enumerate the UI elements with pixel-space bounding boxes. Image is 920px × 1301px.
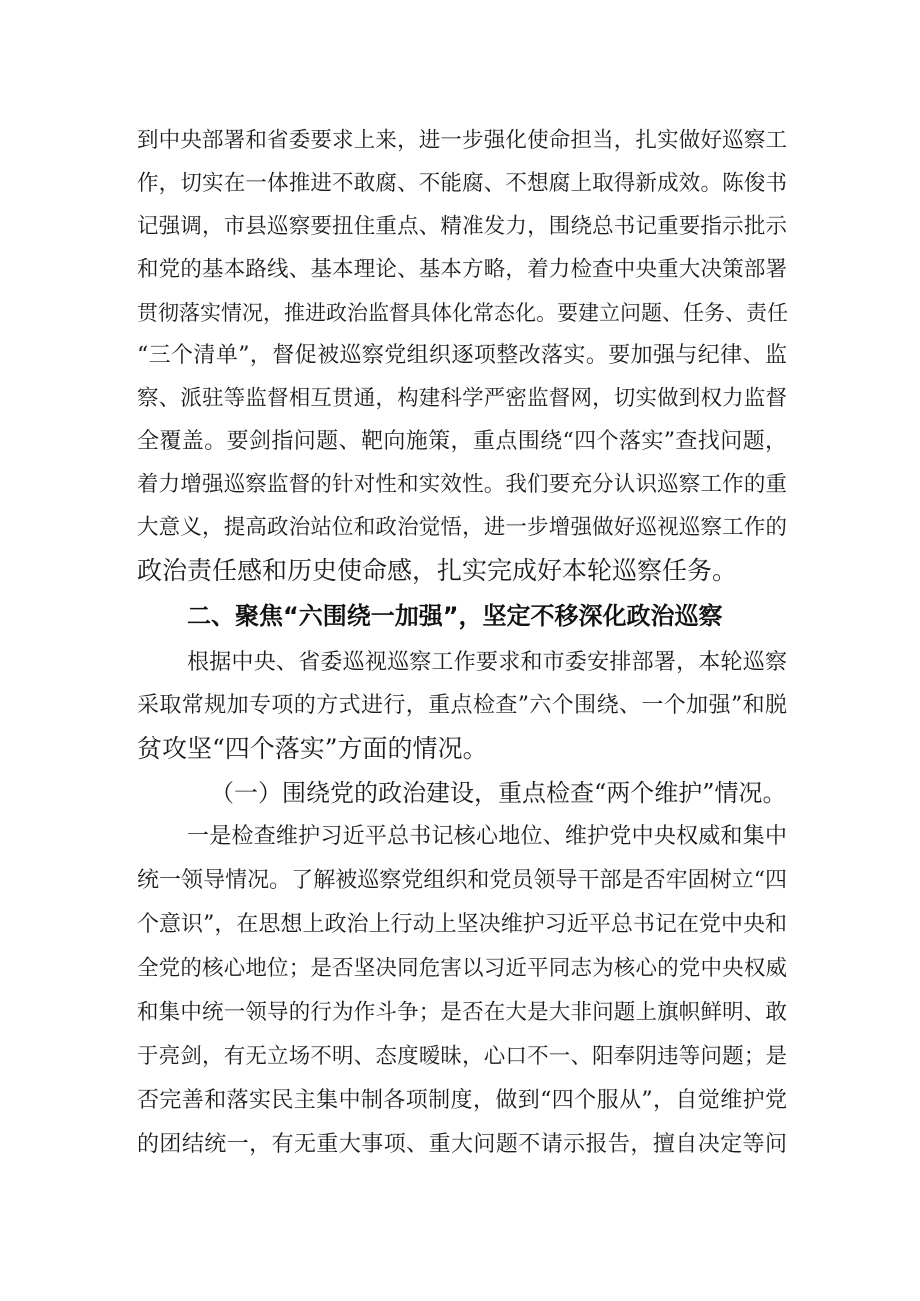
text-line: 一是检查维护习近平总书记核心地位、维护党中央权威和集中 xyxy=(187,824,787,849)
text-line: 贯彻落实情况，推进政治监督具体化常态化。要建立问题、任务、责任 xyxy=(137,301,788,325)
text-line: 记强调，市县巡察要扭住重点、精准发力，围绕总书记重要指示批示 xyxy=(137,214,787,239)
text-line: 统一领导情况。了解被巡察党组织和党员领导干部是否牢固树立“四 xyxy=(137,868,787,893)
text-line: 察、派驻等监督相互贯通，构建科学严密监督网，切实做到权力监督 xyxy=(137,386,787,411)
section-heading: 二、聚焦“六围绕一加强”，坚定不移深化政治巡察 xyxy=(187,602,723,630)
text-line: 和党的基本路线、基本理论、基本方略，着力检查中央重大决策部署 xyxy=(137,257,787,282)
text-line: 着力增强巡察监督的针对性和实效性。我们要充分认识巡察工作的重 xyxy=(137,472,787,497)
text-line: 根据中央、省委巡视巡察工作要求和市委安排部署，本轮巡察 xyxy=(187,650,787,675)
text-line: “三个清单”，督促被巡察党组织逐项整改落实。要加强与纪律、监 xyxy=(137,343,787,368)
text-line: 和集中统一领导的行为作斗争；是否在大是大非问题上旗帜鲜明、敢 xyxy=(137,1000,787,1025)
subsection-heading: （一）围绕党的政治建设，重点检查“两个维护”情况。 xyxy=(210,779,787,807)
text-line: 的团结统一，有无重大事项、重大问题不请示报告，擅自决定等问 xyxy=(137,1132,787,1157)
text-line: 采取常规加专项的方式进行，重点检查”六个围绕、一个加强”和脱 xyxy=(137,693,787,718)
text-line: 全覆盖。要剑指问题、靶向施策，重点围绕“四个落实”查找问题， xyxy=(137,429,787,454)
text-line: 个意识”，在思想上政治上行动上坚决维护习近平总书记在党中央和 xyxy=(137,912,787,937)
text-line: 政治责任感和历史使命感，扎实完成好本轮巡察任务。 xyxy=(137,556,738,585)
text-line: 大意义，提高政治站位和政治觉悟，进一步增强做好巡视巡察工作的 xyxy=(137,515,787,540)
text-line: 全党的核心地位；是否坚决同危害以习近平同志为核心的党中央权威 xyxy=(137,956,787,981)
text-line: 贫攻坚“四个落实”方面的情况。 xyxy=(137,734,488,763)
text-line: 作，切实在一体推进不敢腐、不能腐、不想腐上取得新成效。陈俊书 xyxy=(137,171,787,196)
text-line: 否完善和落实民主集中制各项制度，做到“四个服从”，自觉维护党 xyxy=(137,1088,787,1113)
text-line: 到中央部署和省委要求上来，进一步强化使命担当，扎实做好巡察工 xyxy=(137,128,787,153)
text-line: 于亮剑，有无立场不明、态度暧昧，心口不一、阳奉阴违等问题；是 xyxy=(137,1044,787,1069)
